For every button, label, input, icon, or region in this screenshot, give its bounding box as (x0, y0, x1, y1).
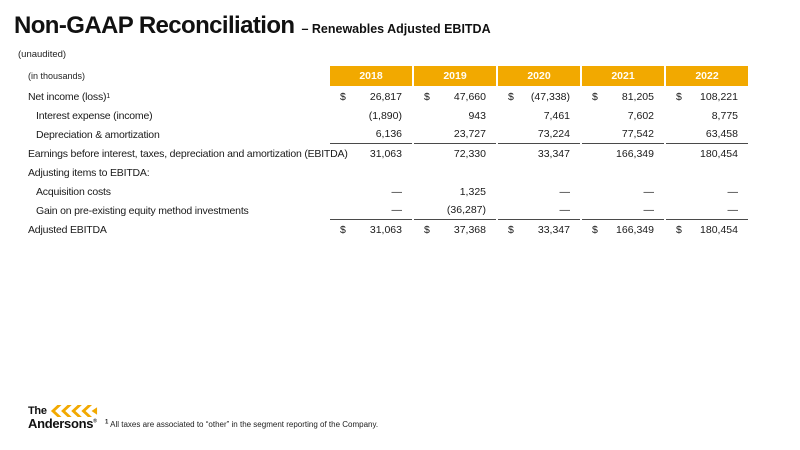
table-row-adjusting-items (28, 163, 750, 182)
table-cell (330, 220, 412, 239)
table-cell (414, 106, 496, 125)
table-cell (666, 220, 748, 239)
currency-symbol: $ (424, 223, 430, 236)
row-label: Interest expense (income) (36, 109, 153, 122)
cell-value: (1,890) (368, 109, 402, 122)
cell-value: — (391, 185, 402, 198)
table-cell (582, 87, 664, 106)
currency-symbol: $ (508, 90, 514, 103)
year-header-2021: 2021 (582, 66, 664, 86)
row-label: Earnings before interest, taxes, depreciation and amortization (EBITDA) (28, 147, 348, 160)
row-label-text: Net income (loss) (28, 90, 107, 103)
currency-symbol: $ (676, 90, 682, 103)
currency-symbol: $ (340, 223, 346, 236)
cell-value: — (391, 204, 402, 216)
year-header-2018: 2018 (330, 66, 412, 86)
table-cell (582, 201, 664, 220)
cell-value: 47,660 (453, 90, 486, 103)
cell-value: (36,287) (446, 204, 486, 216)
table-cell (666, 125, 748, 144)
table-cell (330, 201, 412, 220)
cell-value: 63,458 (705, 128, 738, 140)
cell-value: 26,817 (369, 90, 402, 103)
cell-value: 37,368 (453, 223, 486, 236)
table-cell (666, 87, 748, 106)
row-label: Depreciation & amortization (36, 128, 160, 141)
row-label: Adjusting items to EBITDA: (28, 166, 150, 179)
cell-value: — (643, 204, 654, 216)
table-cell (498, 106, 580, 125)
cell-value: — (559, 204, 570, 216)
cell-value: 77,542 (621, 128, 654, 140)
table-cell (414, 182, 496, 201)
table-cell (414, 87, 496, 106)
table-cell (330, 182, 412, 201)
cell-value: 166,349 (616, 223, 654, 236)
unit-label: (in thousands) (28, 71, 86, 81)
table-cell (414, 201, 496, 220)
title-subtitle: – Renewables Adjusted EBITDA (301, 22, 491, 36)
table-cell (498, 220, 580, 239)
logo-text-andersons (28, 416, 112, 431)
table-row-gain-equity-method (28, 201, 750, 220)
table-cell (666, 106, 748, 125)
table-cell (498, 125, 580, 144)
table-cell (498, 182, 580, 201)
cell-value: 73,224 (537, 128, 570, 140)
table-cell (666, 182, 748, 201)
table-header-row (28, 66, 750, 86)
row-label: Adjusted EBITDA (28, 223, 107, 236)
cell-value: (47,338) (530, 90, 570, 103)
table-cell (582, 163, 664, 182)
cell-value: — (559, 185, 570, 198)
table-cell (330, 87, 412, 106)
table-row-interest-expense (28, 106, 750, 125)
cell-value: 81,205 (621, 90, 654, 103)
table-row-acquisition-costs (28, 182, 750, 201)
cell-value: 72,330 (453, 147, 486, 160)
table-cell (498, 87, 580, 106)
cell-value: 180,454 (700, 147, 738, 160)
cell-value: 108,221 (700, 90, 738, 103)
table-cell (666, 163, 748, 182)
table-cell (414, 125, 496, 144)
table-cell (498, 144, 580, 163)
reconciliation-table (28, 66, 750, 239)
table-row-ebitda (28, 144, 750, 163)
logo-text-the: The (28, 405, 47, 417)
cell-value: 23,727 (453, 128, 486, 140)
footnote (105, 420, 378, 429)
andersons-logo (28, 405, 112, 431)
currency-symbol: $ (508, 223, 514, 236)
logo-text-andersons-label: Andersons (28, 416, 94, 431)
currency-symbol: $ (592, 90, 598, 103)
table-cell (582, 220, 664, 239)
cell-value: 31,063 (369, 223, 402, 236)
table-row-depreciation (28, 125, 750, 144)
cell-value: — (727, 185, 738, 198)
cell-value: 166,349 (616, 147, 654, 160)
cell-value: — (643, 185, 654, 198)
footnote-text: All taxes are associated to “other” in the segment reporting of the Company. (110, 420, 379, 429)
table-cell (582, 106, 664, 125)
table-cell (330, 144, 412, 163)
table-cell (666, 201, 748, 220)
row-label: Gain on pre-existing equity method investments (36, 204, 249, 217)
table-cell (330, 163, 412, 182)
table-cell (666, 144, 748, 163)
currency-symbol: $ (676, 223, 682, 236)
title-main: Non-GAAP Reconciliation (14, 12, 295, 39)
currency-symbol: $ (424, 90, 430, 103)
cell-value: 33,347 (537, 223, 570, 236)
registered-mark: ® (93, 418, 97, 425)
cell-value: 8,775 (711, 109, 738, 122)
cell-value: 7,602 (627, 109, 654, 122)
cell-value: 1,325 (459, 185, 486, 198)
cell-value: 180,454 (700, 223, 738, 236)
table-cell (414, 163, 496, 182)
table-row-adjusted-ebitda (28, 220, 750, 239)
cell-value: — (727, 204, 738, 216)
cell-value: 7,461 (543, 109, 570, 122)
year-header-2020: 2020 (498, 66, 580, 86)
currency-symbol: $ (340, 90, 346, 103)
footnote-sup: 1 (105, 419, 109, 426)
table-cell (582, 144, 664, 163)
table-cell (330, 125, 412, 144)
year-header-2019: 2019 (414, 66, 496, 86)
page-title (14, 12, 491, 40)
table-cell (498, 201, 580, 220)
table-cell (414, 220, 496, 239)
table-cell (582, 125, 664, 144)
table-cell (582, 182, 664, 201)
currency-symbol: $ (592, 223, 598, 236)
table-cell (498, 163, 580, 182)
table-row-net-income (28, 87, 750, 106)
year-header-2022: 2022 (666, 66, 748, 86)
unaudited-label: (unaudited) (18, 49, 67, 60)
row-label: Net income (loss) 1 (28, 90, 110, 103)
row-label: Acquisition costs (36, 185, 111, 198)
cell-value: 943 (468, 109, 486, 122)
cell-value: 33,347 (537, 147, 570, 160)
table-cell (330, 106, 412, 125)
table-cell (414, 144, 496, 163)
cell-value: 6,136 (375, 128, 402, 140)
cell-value: 31,063 (369, 147, 402, 160)
